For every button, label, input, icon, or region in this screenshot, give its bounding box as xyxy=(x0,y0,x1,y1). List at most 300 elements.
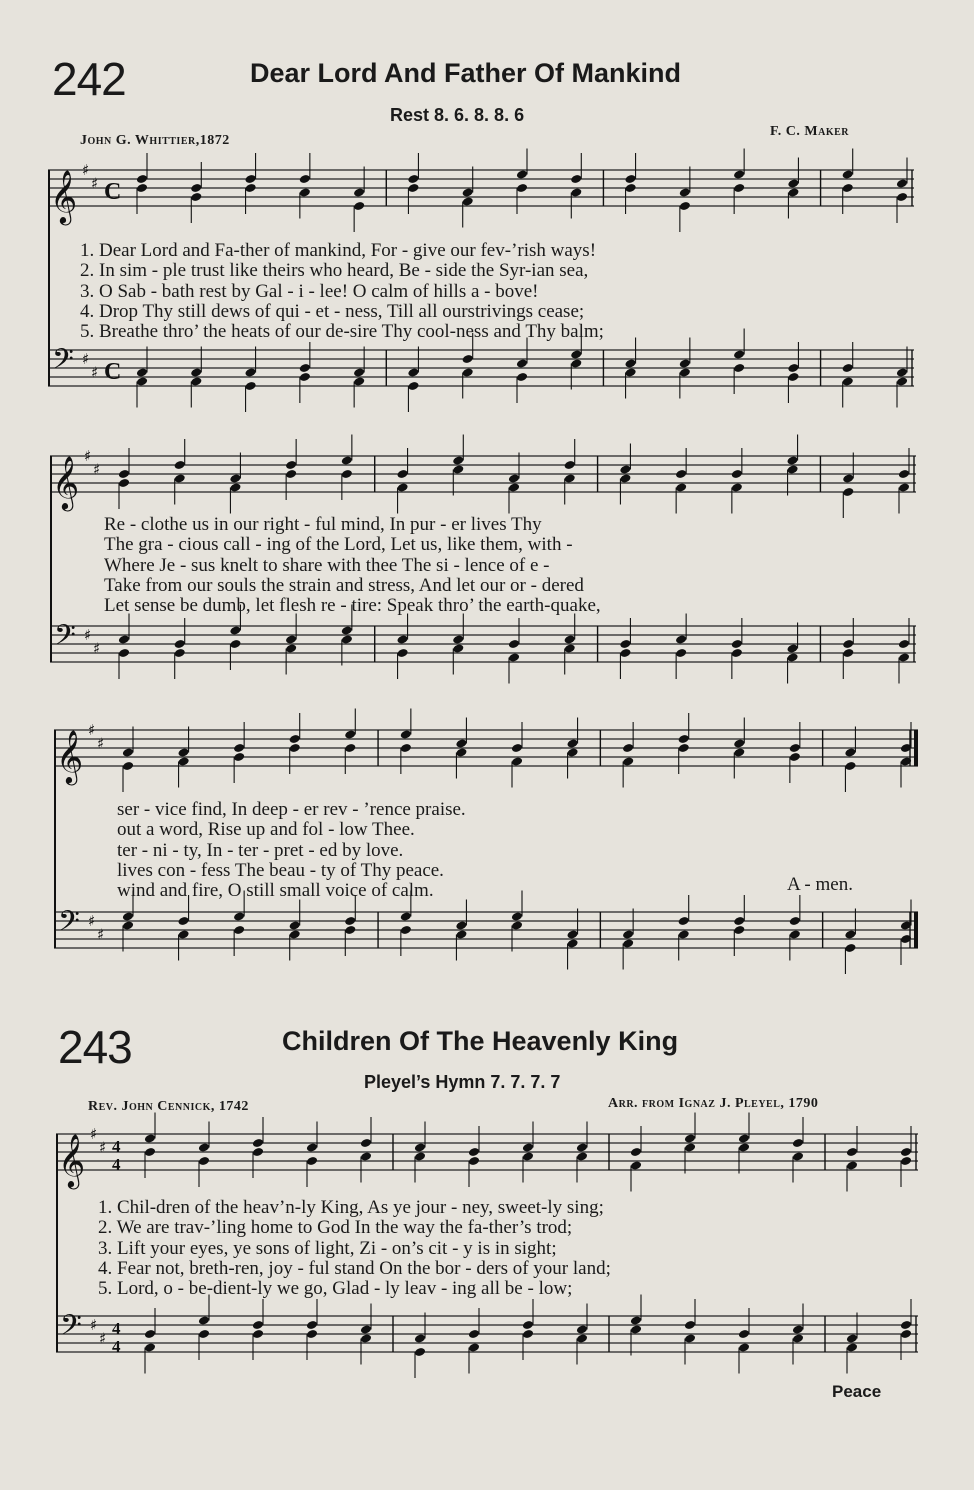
note-head xyxy=(452,455,464,465)
note-head xyxy=(733,925,745,935)
note-head xyxy=(233,752,245,762)
verse-line: Where Je - sus knelt to share with thee The si - lence of e - xyxy=(104,554,550,576)
verse-line: 2. In sim - ple trust like theirs who heard, Be - side the Syr-ian sea, xyxy=(80,260,589,282)
bass-staff xyxy=(56,1295,918,1379)
note-head xyxy=(566,747,578,757)
note-head xyxy=(675,469,687,479)
note-head xyxy=(566,938,578,948)
note-head xyxy=(353,187,365,197)
note-head xyxy=(570,174,582,184)
note-head xyxy=(898,639,910,649)
sharp-icon: ♯ xyxy=(84,626,92,644)
note-head xyxy=(684,1320,696,1330)
note-head xyxy=(136,183,148,193)
note-head xyxy=(516,169,528,179)
note-head xyxy=(731,469,743,479)
note-head xyxy=(122,761,134,771)
note-head xyxy=(738,1342,750,1352)
note-head xyxy=(787,372,799,382)
note-head xyxy=(400,925,412,935)
note-head xyxy=(455,929,467,939)
note-head xyxy=(299,187,311,197)
verse-line: 4. Fear not, breth-ren, joy - ful stand On the bor - ders of your land; xyxy=(98,1257,611,1279)
note-head xyxy=(738,1133,750,1143)
note-head xyxy=(407,174,419,184)
note-head xyxy=(786,464,798,474)
note-head xyxy=(244,367,256,377)
note-head xyxy=(789,916,801,926)
note-head xyxy=(252,1147,264,1157)
note-head xyxy=(144,1133,156,1143)
note-head xyxy=(896,367,908,377)
sharp-icon: ♯ xyxy=(97,734,105,753)
note-head xyxy=(190,367,202,377)
sharp-icon: ♯ xyxy=(91,174,99,193)
note-head xyxy=(344,729,356,739)
music-credit: Arr. from Ignaz J. Pleyel, 1790 xyxy=(608,1096,819,1111)
note-head xyxy=(789,743,801,753)
note-head xyxy=(468,1147,480,1157)
note-head xyxy=(341,625,353,635)
treble-staff xyxy=(54,709,918,793)
note-head xyxy=(511,920,523,930)
note-head xyxy=(842,376,854,386)
note-head xyxy=(786,455,798,465)
amen-text: A - men. xyxy=(787,874,853,895)
note-head xyxy=(341,469,353,479)
note-head xyxy=(900,1320,912,1330)
common-time-icon: C xyxy=(104,179,122,205)
sharp-icon: ♯ xyxy=(97,925,105,944)
treble-clef-icon: 𝄞 xyxy=(58,1133,86,1187)
verse-line: 1. Chil-dren of the heav’n-ly King, As ye jour - ney, sweet-ly sing; xyxy=(98,1197,604,1218)
note-head xyxy=(619,473,631,483)
note-head xyxy=(511,756,523,766)
note-head xyxy=(679,187,691,197)
note-head xyxy=(738,1142,750,1152)
note-head xyxy=(414,1151,426,1161)
note-head xyxy=(285,643,297,653)
treble-staff xyxy=(56,1113,918,1192)
note-head xyxy=(622,929,634,939)
note-head xyxy=(842,183,854,193)
note-head xyxy=(177,929,189,939)
note-head xyxy=(684,1333,696,1343)
verse-lyrics xyxy=(80,241,604,342)
note-head xyxy=(190,376,202,386)
sharp-icon: ♯ xyxy=(82,350,90,368)
note-head xyxy=(289,734,301,744)
hymn-title: Dear Lord And Father Of Mankind xyxy=(250,58,682,88)
note-head xyxy=(455,738,467,748)
note-head xyxy=(786,652,798,662)
note-head xyxy=(344,925,356,935)
note-head xyxy=(508,473,520,483)
verse-line: 3. Lift your eyes, ye sons of light, Zi - on’s cit - y is in sight; xyxy=(98,1237,557,1259)
note-head xyxy=(452,634,464,644)
note-head xyxy=(198,1329,210,1339)
time-signature-icon: 4 xyxy=(112,1319,121,1338)
note-head xyxy=(285,634,297,644)
treble-staff xyxy=(48,149,914,233)
note-head xyxy=(414,1142,426,1152)
note-head xyxy=(896,376,908,386)
treble-staff xyxy=(50,435,916,519)
next-tune-label: Peace xyxy=(832,1382,882,1401)
note-head xyxy=(462,367,474,377)
note-head xyxy=(306,1156,318,1166)
bass-clef-icon: 𝄢 xyxy=(58,905,80,945)
note-head xyxy=(846,1342,858,1352)
note-head xyxy=(789,929,801,939)
note-head xyxy=(306,1329,318,1339)
note-head xyxy=(462,354,474,364)
verse-line: wind and fire, O still small voice of calm. xyxy=(117,880,434,902)
note-head xyxy=(842,473,854,483)
note-head xyxy=(900,1156,912,1166)
note-head xyxy=(630,1160,642,1170)
note-head xyxy=(229,625,241,635)
verse-line: Let sense be dumb, let flesh re - tire: Speak thro’ the earth-quake, xyxy=(104,595,601,617)
note-head xyxy=(174,460,186,470)
note-head xyxy=(229,473,241,483)
note-head xyxy=(733,169,745,179)
note-head xyxy=(396,482,408,492)
note-head xyxy=(360,1151,372,1161)
note-head xyxy=(619,648,631,658)
verse-line: 5. Breathe thro’ the heats of our de-sire Thy cool-ness and Thy balm; xyxy=(80,321,604,343)
common-time-icon: C xyxy=(104,359,122,385)
note-head xyxy=(407,381,419,391)
note-head xyxy=(898,652,910,662)
note-head xyxy=(118,469,130,479)
note-head xyxy=(233,925,245,935)
note-head xyxy=(285,460,297,470)
note-head xyxy=(136,367,148,377)
tune-name: Pleyel’s Hymn 7. 7. 7. 7 xyxy=(364,1072,561,1092)
note-head xyxy=(396,648,408,658)
bass-staff xyxy=(54,891,918,975)
note-head xyxy=(622,756,634,766)
note-head xyxy=(900,1329,912,1339)
note-head xyxy=(516,358,528,368)
tune-name: Rest 8. 6. 8. 8. 6 xyxy=(390,105,525,125)
note-head xyxy=(624,174,636,184)
note-head xyxy=(400,911,412,921)
note-head xyxy=(468,1156,480,1166)
verse-line: out a word, Rise up and fol - low Thee. xyxy=(117,819,415,841)
note-head xyxy=(407,183,419,193)
sharp-icon: ♯ xyxy=(90,1316,98,1334)
note-head xyxy=(675,482,687,492)
note-head xyxy=(787,178,799,188)
treble-clef-icon: 𝄞 xyxy=(50,169,78,223)
note-head xyxy=(842,648,854,658)
words-credit: Rev. John Cennick, 1742 xyxy=(88,1099,249,1114)
note-head xyxy=(792,1333,804,1343)
verse-line: lives con - fess The beau - ty of Thy peace. xyxy=(117,859,444,881)
music-credit: F. C. Maker xyxy=(770,124,849,139)
note-head xyxy=(564,473,576,483)
note-head xyxy=(792,1151,804,1161)
note-head xyxy=(792,1138,804,1148)
note-head xyxy=(289,929,301,939)
verse-line: 5. Lord, o - be-dient-ly we go, Glad - ly leav - ing all be - low; xyxy=(98,1278,573,1300)
note-head xyxy=(898,469,910,479)
note-head xyxy=(244,381,256,391)
sharp-icon: ♯ xyxy=(88,912,96,930)
note-head xyxy=(624,367,636,377)
note-head xyxy=(462,187,474,197)
note-head xyxy=(452,464,464,474)
note-head xyxy=(452,643,464,653)
verse-lyrics xyxy=(104,515,601,616)
note-head xyxy=(787,363,799,373)
verse-line: 3. O Sab - bath rest by Gal - i - lee! O calm of hills a - bove! xyxy=(80,280,539,302)
note-head xyxy=(844,943,856,953)
note-head xyxy=(468,1342,480,1352)
note-head xyxy=(522,1151,534,1161)
note-head xyxy=(516,183,528,193)
words-credit: John G. Whittier,1872 xyxy=(80,133,230,148)
note-head xyxy=(344,743,356,753)
sharp-icon: ♯ xyxy=(93,460,101,479)
note-head xyxy=(508,639,520,649)
hymn-number: 243 xyxy=(58,1021,132,1073)
svg-text:4: 4 xyxy=(112,1155,121,1174)
note-head xyxy=(678,916,690,926)
note-head xyxy=(900,1147,912,1157)
note-head xyxy=(144,1329,156,1339)
verse-line: 2. We are trav-’ling home to God In the way the fa-ther’s trod; xyxy=(98,1217,573,1239)
note-head xyxy=(678,734,690,744)
note-head xyxy=(630,1324,642,1334)
note-head xyxy=(576,1142,588,1152)
note-head xyxy=(684,1133,696,1143)
note-head xyxy=(407,367,419,377)
sharp-icon: ♯ xyxy=(99,1138,107,1157)
bass-clef-icon: 𝄢 xyxy=(52,343,74,383)
bass-clef-icon: 𝄢 xyxy=(60,1309,82,1349)
note-head xyxy=(679,358,691,368)
note-head xyxy=(624,183,636,193)
note-head xyxy=(570,358,582,368)
note-head xyxy=(136,376,148,386)
note-head xyxy=(198,1142,210,1152)
note-head xyxy=(177,756,189,766)
note-head xyxy=(522,1142,534,1152)
note-head xyxy=(190,183,202,193)
note-head xyxy=(731,648,743,658)
note-head xyxy=(360,1138,372,1148)
note-head xyxy=(198,1156,210,1166)
note-head xyxy=(522,1329,534,1339)
note-head xyxy=(244,183,256,193)
verse-lyrics xyxy=(98,1198,611,1299)
note-head xyxy=(177,916,189,926)
note-head xyxy=(285,469,297,479)
time-signature-icon: 4 xyxy=(112,1137,121,1156)
note-head xyxy=(675,634,687,644)
note-head xyxy=(455,747,467,757)
note-head xyxy=(733,738,745,748)
note-head xyxy=(564,643,576,653)
note-head xyxy=(898,482,910,492)
note-head xyxy=(252,1138,264,1148)
treble-clef-icon: 𝄞 xyxy=(56,729,84,783)
note-head xyxy=(787,187,799,197)
note-head xyxy=(396,469,408,479)
note-head xyxy=(630,1147,642,1157)
note-head xyxy=(341,634,353,644)
note-head xyxy=(462,196,474,206)
sharp-icon: ♯ xyxy=(99,1329,107,1348)
note-head xyxy=(516,372,528,382)
note-head xyxy=(252,1329,264,1339)
note-head xyxy=(306,1320,318,1330)
note-head xyxy=(630,1315,642,1325)
note-head xyxy=(198,1315,210,1325)
note-head xyxy=(118,478,130,488)
note-head xyxy=(684,1142,696,1152)
note-head xyxy=(508,482,520,492)
note-head xyxy=(118,634,130,644)
verse-line: Re - clothe us in our right - ful mind, In pur - er lives Thy xyxy=(104,514,542,535)
sharp-icon: ♯ xyxy=(84,447,92,465)
treble-clef-icon: 𝄞 xyxy=(52,455,80,509)
note-head xyxy=(174,639,186,649)
note-head xyxy=(289,743,301,753)
sharp-icon: ♯ xyxy=(91,363,99,382)
note-head xyxy=(846,1147,858,1157)
note-head xyxy=(733,363,745,373)
note-head xyxy=(174,648,186,658)
note-head xyxy=(353,201,365,211)
note-head xyxy=(566,929,578,939)
note-head xyxy=(731,639,743,649)
note-head xyxy=(678,743,690,753)
note-head xyxy=(622,743,634,753)
note-head xyxy=(455,920,467,930)
note-head xyxy=(896,178,908,188)
note-head xyxy=(400,743,412,753)
note-head xyxy=(190,192,202,202)
note-head xyxy=(564,460,576,470)
note-head xyxy=(360,1324,372,1334)
note-head xyxy=(344,916,356,926)
note-head xyxy=(233,743,245,753)
note-head xyxy=(576,1333,588,1343)
note-head xyxy=(414,1333,426,1343)
note-head xyxy=(733,349,745,359)
note-head xyxy=(896,192,908,202)
note-head xyxy=(576,1151,588,1161)
note-head xyxy=(570,187,582,197)
note-head xyxy=(118,648,130,658)
note-head xyxy=(244,174,256,184)
note-head xyxy=(733,916,745,926)
note-head xyxy=(576,1324,588,1334)
note-head xyxy=(233,911,245,921)
note-head xyxy=(299,372,311,382)
note-head xyxy=(619,639,631,649)
note-head xyxy=(619,464,631,474)
note-head xyxy=(842,639,854,649)
bass-clef-icon: 𝄢 xyxy=(54,619,76,659)
verse-line: ter - ni - ty, In - ter - pret - ed by love. xyxy=(117,839,404,861)
note-head xyxy=(733,747,745,757)
note-head xyxy=(846,1333,858,1343)
note-head xyxy=(792,1324,804,1334)
note-head xyxy=(360,1333,372,1343)
note-head xyxy=(122,920,134,930)
note-head xyxy=(289,920,301,930)
note-head xyxy=(738,1329,750,1339)
note-head xyxy=(306,1142,318,1152)
note-head xyxy=(508,652,520,662)
note-head xyxy=(299,363,311,373)
note-head xyxy=(622,938,634,948)
verse-line: ser - vice find, In deep - er rev - ’rence praise. xyxy=(117,799,466,820)
hymn-title: Children Of The Heavenly King xyxy=(282,1026,679,1056)
svg-text:4: 4 xyxy=(112,1337,121,1356)
verse-line: 4. Drop Thy still dews of qui - et - ness, Till all ourstrivings cease; xyxy=(80,300,585,322)
note-head xyxy=(341,455,353,465)
note-head xyxy=(842,169,854,179)
note-head xyxy=(842,363,854,373)
note-head xyxy=(511,743,523,753)
note-head xyxy=(252,1320,264,1330)
verse-line: The gra - cious call - ing of the Lord, Let us, like them, with - xyxy=(104,534,573,556)
note-head xyxy=(353,376,365,386)
note-head xyxy=(675,648,687,658)
note-head xyxy=(679,367,691,377)
note-head xyxy=(122,747,134,757)
note-head xyxy=(299,174,311,184)
note-head xyxy=(174,473,186,483)
note-head xyxy=(400,729,412,739)
note-head xyxy=(846,1160,858,1170)
note-head xyxy=(566,738,578,748)
note-head xyxy=(570,349,582,359)
sharp-icon: ♯ xyxy=(93,639,101,658)
note-head xyxy=(844,747,856,757)
note-head xyxy=(229,639,241,649)
note-head xyxy=(679,201,691,211)
note-head xyxy=(144,1342,156,1352)
note-head xyxy=(789,752,801,762)
note-head xyxy=(842,487,854,497)
note-head xyxy=(511,911,523,921)
note-head xyxy=(122,911,134,921)
note-head xyxy=(731,482,743,492)
note-head xyxy=(624,358,636,368)
sharp-icon: ♯ xyxy=(82,161,90,179)
note-head xyxy=(414,1347,426,1357)
note-head xyxy=(733,183,745,193)
note-head xyxy=(396,634,408,644)
note-head xyxy=(229,482,241,492)
note-head xyxy=(564,634,576,644)
note-head xyxy=(844,929,856,939)
sharp-icon: ♯ xyxy=(90,1125,98,1143)
note-head xyxy=(177,747,189,757)
note-head xyxy=(786,643,798,653)
note-head xyxy=(522,1320,534,1330)
sharp-icon: ♯ xyxy=(88,721,96,739)
note-head xyxy=(136,174,148,184)
note-head xyxy=(468,1329,480,1339)
